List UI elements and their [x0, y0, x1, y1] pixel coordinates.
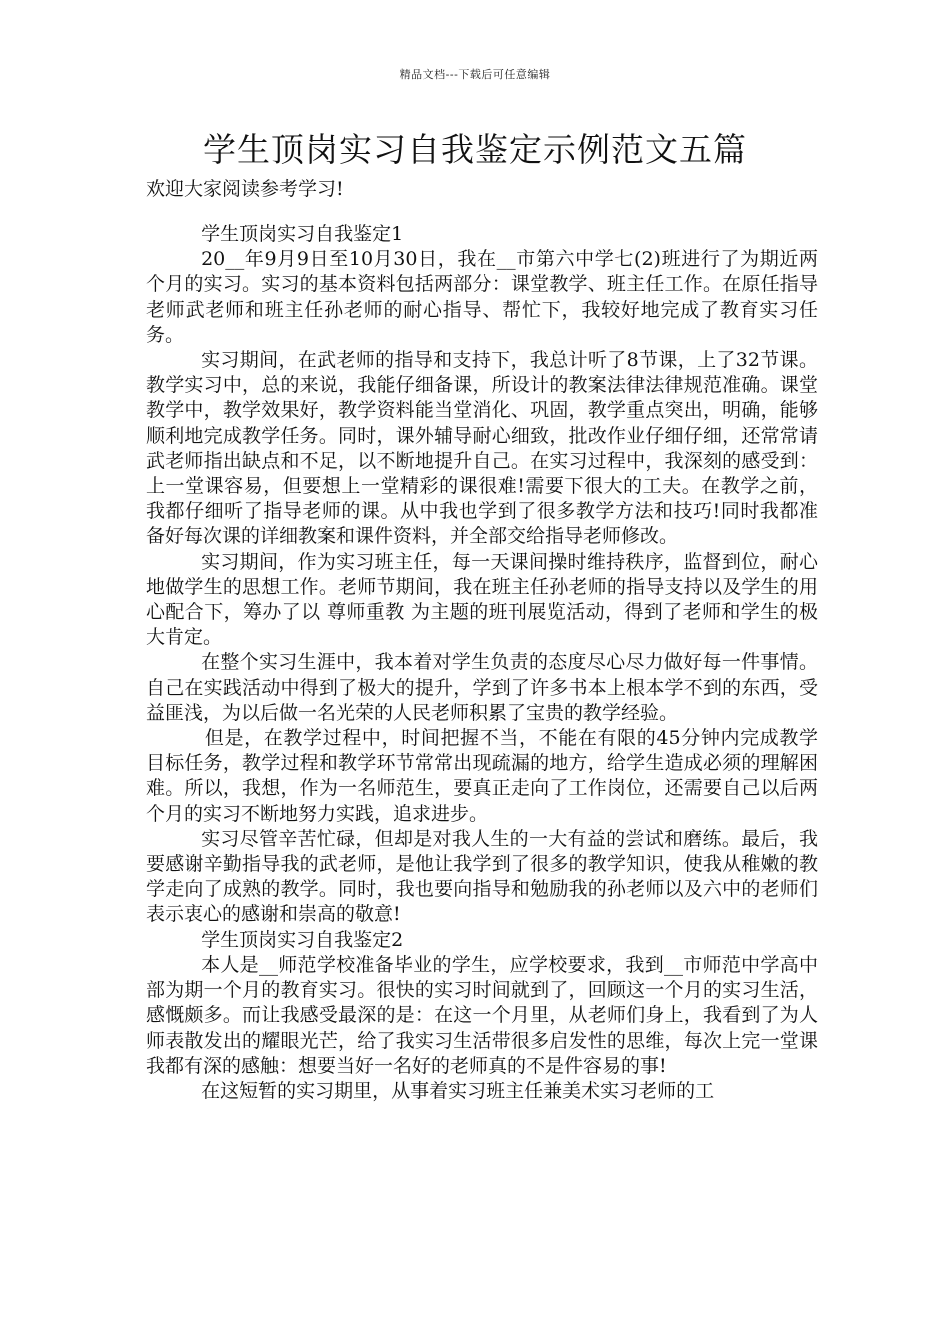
section-heading-1: 学生顶岗实习自我鉴定1 — [201, 223, 404, 245]
body-paragraph: 但是，在教学过程中，时间把握不当，不能在有限的45分钟内完成教学目标任务，教学过程和教学环节常常出现疏漏的地方，给学生造成必须的理解困难。所以，我想，作为一名师范生，要真正走向了工作岗位，还需要自己以后两个月的实习不断地努力实践，追求进步。 — [146, 727, 818, 825]
body-paragraph: 在整个实习生涯中，我本着对学生负责的态度尽心尽力做好每一件事情。自己在实践活动中得到了极大的提升，学到了许多书本上根本学不到的东西，受益匪浅，为以后做一名光荣的人民老师积累了宝贵的教学经验。 — [146, 651, 818, 724]
body-paragraph: 20__年9月9日至10月30日，我在__市第六中学七(2)班进行了为期近两个月的实习。实习的基本资料包括两部分：课堂教学、班主任工作。在原任指导老师武老师和班主任孙老师的耐心指导、帮忙下，我较好地完成了教育实习任务。 — [146, 248, 818, 346]
document-body — [146, 222, 818, 1104]
body-paragraph: 实习尽管辛苦忙碌，但却是对我人生的一大有益的尝试和磨练。最后，我要感谢辛勤指导我的武老师，是他让我学到了很多的教学知识，使我从稚嫩的教学走向了成熟的教学。同时，我也要向指导和勉励我的孙老师以及六中的老师们表示衷心的感谢和崇高的敬意! — [146, 827, 818, 926]
document-title: 学生顶岗实习自我鉴定示例范文五篇 — [203, 130, 747, 169]
body-paragraph: 本人是__师范学校准备毕业的学生，应学校要求，我到__市师范中学高中部为期一个月的教育实习。很快的实习时间就到了，回顾这一个月的实习生活，感慨颇多。而让我感受最深的是：在这一个月里，从老师们身上，我看到了为人师表散发出的耀眼光芒，给了我实习生活带很多启发性的思维，每次上完一堂课我都有深的感触：想要当好一名好的老师真的不是件容易的事! — [146, 953, 818, 1077]
body-paragraph: 实习期间，作为实习班主任，每一天课间操时维持秩序，监督到位，耐心地做学生的思想工作。老师节期间，我在班主任孙老师的指导支持以及学生的用心配合下，筹办了以 尊师重教 为主题的班刊展览活动，得到了老师和学生的极大肯定。 — [146, 550, 818, 649]
intro-line: 欢迎大家阅读参考学习! — [146, 178, 344, 200]
page-header: 精品文档---下载后可任意编辑 — [399, 68, 551, 81]
body-paragraph: 在这短暂的实习期里，从事着实习班主任兼美术实习老师的工 — [201, 1079, 715, 1102]
body-paragraph: 实习期间，在武老师的指导和支持下，我总计听了8节课，上了32节课。教学实习中，总的来说，我能仔细备课，所设计的教案法律法律规范准确。课堂教学中，教学效果好，教学资料能当堂消化、巩固，教学重点突出，明确，能够顺利地完成教学任务。同时，课外辅导耐心细致，批改作业仔细仔细，还常常请武老师指出缺点和不足，以不断地提升自己。在实习过程中，我深刻的感受到：上一堂课容易，但要想上一堂精彩的课很难!需要下很大的工夫。在教学之前，我都仔细听了指导老师的课。从中我也学到了很多教学方法和技巧!同时我都准备好每次课的详细教案和课件资料，并全部交给指导老师修改。 — [146, 349, 818, 548]
section-heading-2: 学生顶岗实习自我鉴定2 — [201, 928, 404, 951]
